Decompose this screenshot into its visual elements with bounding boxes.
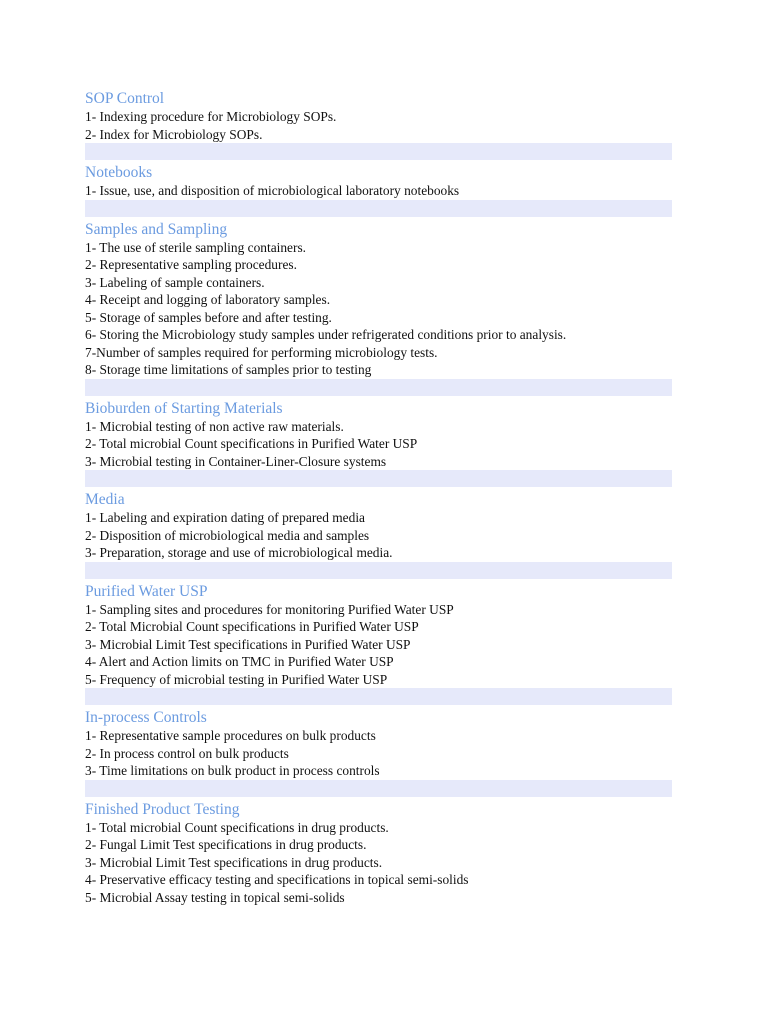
section: [85, 399, 672, 471]
section-divider-band: [85, 780, 672, 797]
list-item: 2- Index for Microbiology SOPs.: [85, 126, 263, 142]
list-item: 2- Fungal Limit Test specifications in drug products.: [85, 837, 367, 852]
section-item-list: [85, 182, 672, 200]
section-heading: SOP Control: [85, 90, 165, 107]
section-heading: Media: [85, 491, 125, 508]
list-item: 1- The use of sterile sampling containers.: [85, 239, 307, 255]
list-item: 6- Storing the Microbiology study samples under refrigerated conditions prior to analysis.: [85, 327, 567, 342]
list-item: 1- Total microbial Count specifications in drug products.: [85, 819, 389, 835]
section-divider-band: [85, 143, 672, 160]
list-item: 7-Number of samples required for performing microbiology tests.: [85, 344, 438, 360]
section-divider-band: [85, 562, 672, 579]
list-item: 5- Microbial Assay testing in topical semi-solids: [85, 889, 345, 905]
section-divider-band: [85, 688, 672, 705]
list-item: 3- Preparation, storage and use of microbiological media.: [85, 545, 393, 560]
document-body: [85, 89, 672, 906]
list-item: 1- Representative sample procedures on bulk products: [85, 728, 376, 743]
section-heading: Finished Product Testing: [85, 800, 240, 818]
section: [85, 708, 672, 780]
list-item: 2- Representative sampling procedures.: [85, 257, 297, 272]
list-item: 2- Disposition of microbiological media and samples: [85, 527, 370, 543]
section: [85, 800, 672, 907]
list-item: 2- Total Microbial Count specifications in Purified Water USP: [85, 619, 419, 634]
section-divider-band: [85, 379, 672, 396]
list-item: 1- Microbial testing of non active raw materials.: [85, 418, 344, 434]
list-item: 1- Issue, use, and disposition of microbiological laboratory notebooks: [85, 183, 460, 198]
section-item-list: [85, 509, 672, 562]
list-item: 5- Storage of samples before and after testing.: [85, 309, 332, 325]
list-item: 3- Time limitations on bulk product in process controls: [85, 763, 380, 778]
section-heading: In-process Controls: [85, 709, 207, 726]
section-heading: Notebooks: [85, 164, 153, 181]
section-item-list: [85, 727, 672, 780]
list-item: 3- Labeling of sample containers.: [85, 274, 265, 290]
list-item: 4- Receipt and logging of laboratory samples.: [85, 292, 331, 307]
section-item-list: [85, 239, 672, 379]
list-item: 4- Alert and Action limits on TMC in Purified Water USP: [85, 654, 394, 669]
section-item-list: [85, 108, 672, 143]
section-divider-band: [85, 470, 672, 487]
section: [85, 89, 672, 143]
section-heading: Samples and Sampling: [85, 220, 228, 238]
section-item-list: [85, 418, 672, 471]
section-item-list: [85, 601, 672, 689]
section-item-list: [85, 819, 672, 907]
list-item: 5- Frequency of microbial testing in Purified Water USP: [85, 671, 388, 687]
list-item: 2- Total microbial Count specifications in Purified Water USP: [85, 436, 418, 451]
list-item: 1- Indexing procedure for Microbiology SOPs.: [85, 109, 337, 124]
list-item: 1- Sampling sites and procedures for monitoring Purified Water USP: [85, 601, 454, 617]
section: [85, 163, 672, 200]
list-item: 3- Microbial testing in Container-Liner-Closure systems: [85, 453, 387, 469]
section-heading: Bioburden of Starting Materials: [85, 399, 283, 417]
section: [85, 582, 672, 689]
list-item: 8- Storage time limitations of samples prior to testing: [85, 362, 372, 377]
section-heading: Purified Water USP: [85, 582, 208, 600]
section: [85, 490, 672, 562]
list-item: 1- Labeling and expiration dating of prepared media: [85, 510, 365, 525]
list-item: 2- In process control on bulk products: [85, 745, 289, 761]
list-item: 3- Microbial Limit Test specifications in drug products.: [85, 854, 383, 870]
section-divider-band: [85, 200, 672, 217]
section: [85, 220, 672, 379]
list-item: 3- Microbial Limit Test specifications in Purified Water USP: [85, 636, 411, 652]
list-item: 4- Preservative efficacy testing and specifications in topical semi-solids: [85, 872, 469, 887]
